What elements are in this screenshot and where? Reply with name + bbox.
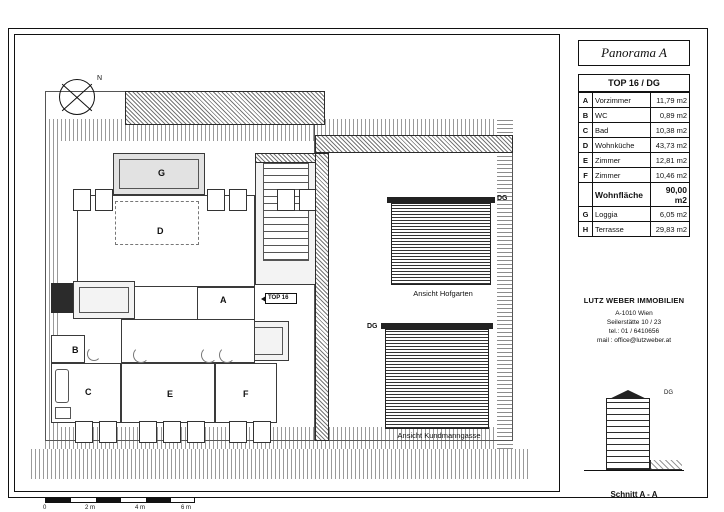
area-total-key [579,183,593,207]
area-name-e: Zimmer [593,153,651,168]
section-ground-line [584,470,684,471]
table-row [579,168,690,183]
room-label-g: G [158,168,166,178]
title-block [570,34,698,499]
section-title: Schnitt A - A [610,490,658,499]
company-address: A-1010 Wien [615,310,653,317]
window-bottom-5 [187,421,205,443]
shower [55,407,71,419]
area-key-f: F [579,168,593,183]
window-bottom-6 [229,421,247,443]
area-name-g: Loggia [593,207,651,222]
elevation-kundmanngasse [367,315,505,445]
table-row [579,93,690,108]
area-value-a: 11,79 m2 [651,93,690,108]
courtyard-hatch-left [315,153,329,441]
table-row [579,138,690,153]
window-top-2 [95,189,113,211]
window-bottom-2 [99,421,117,443]
area-name-a: Vorzimmer [593,93,651,108]
courtyard-hatch [315,135,513,153]
door-arc-1 [133,347,149,363]
project-title-box [578,40,690,66]
loggia-inner [119,159,199,189]
area-key-h: H [579,222,593,237]
area-key-d: D [579,138,593,153]
table-row [579,108,690,123]
elevation-kundmanngasse-dg: DG [367,323,378,330]
elevation-hofgarten-title: Ansicht Hofgarten [413,289,473,298]
service-wall-left [51,283,73,313]
scale-tick-2: 4 m [135,505,146,511]
scale-tick-1: 2 m [85,505,96,511]
area-value-g: 6,05 m2 [651,207,690,222]
section-building [606,398,650,470]
area-table [578,92,690,237]
wohnkueche-dashed [115,201,199,245]
area-value-b: 0,89 m2 [651,108,690,123]
table-row [579,222,690,237]
room-label-c: C [85,387,92,397]
stair-flight [263,163,309,261]
table-row [579,153,690,168]
floor-plan [14,34,560,511]
window-bottom-1 [75,421,93,443]
compass-icon [59,79,95,115]
area-value-h: 29,83 m2 [651,222,690,237]
area-value-d: 43,73 m2 [651,138,690,153]
scale-tick-3: 6 m [181,505,192,511]
elevation-kundmanngasse-body [385,329,489,429]
scale-tick-0: 0 [43,505,47,511]
window-top-1 [73,189,91,211]
company-street: Seilerstätte 10 / 23 [606,319,662,326]
section-dg-label: DG [664,390,673,396]
elevation-hofgarten [383,185,508,305]
table-row [579,207,690,222]
door-arc-3 [219,347,235,363]
area-total-name: Wohnfläche [593,183,651,207]
company-name: LUTZ WEBER IMMOBILIEN [583,296,685,305]
area-key-e: E [579,153,593,168]
room-label-e: E [167,389,174,399]
area-value-f: 10,46 m2 [651,168,690,183]
project-title: Panorama A [601,45,667,60]
area-key-b: B [579,108,593,123]
section-terrace [650,460,682,470]
area-value-e: 12,81 m2 [651,153,690,168]
area-key-a: A [579,93,593,108]
company-block [578,296,690,345]
unit-marker: TOP 16 [265,293,297,304]
section-drawing [578,386,690,499]
elevation-kundmanngasse-title: Ansicht Kundmanngasse [397,431,481,440]
area-name-h: Terrasse [593,222,651,237]
service-room-left-inner [79,287,129,313]
area-key-c: C [579,123,593,138]
unit-title: TOP 16 / DG [578,74,690,92]
window-top-3 [207,189,225,211]
area-value-c: 10,38 m2 [651,123,690,138]
window-bottom-3 [139,421,157,443]
door-arc-2 [201,347,217,363]
area-name-b: WC [593,108,651,123]
window-bottom-4 [163,421,181,443]
area-key-g: G [579,207,593,222]
ground-hatch-lower [31,449,531,479]
room-wc [51,335,85,363]
window-top-4 [229,189,247,211]
company-mail: mail : office@lutzweber.at [596,337,672,344]
room-label-d: D [157,226,164,236]
scale-bar [45,497,195,503]
stair-shaft [255,153,317,163]
table-row-total [579,183,690,207]
area-total-value: 90,00 m2 [651,183,690,207]
room-label-b: B [72,345,79,355]
bathtub [55,369,69,403]
roof-terrace-upper [125,91,325,125]
area-name-f: Zimmer [593,168,651,183]
elevation-hofgarten-dg: DG [497,195,508,202]
room-label-f: F [243,389,249,399]
window-bottom-7 [253,421,271,443]
room-label-a: A [220,295,227,305]
door-arc-4 [87,347,101,361]
table-row [579,123,690,138]
area-name-d: Wohnküche [593,138,651,153]
lift-cabin [253,327,283,355]
company-tel: tel.: 01 / 6410656 [608,328,660,335]
elevation-hofgarten-body [391,203,491,285]
compass-north-label: N [97,75,103,82]
window-top-5 [277,189,295,211]
area-name-c: Bad [593,123,651,138]
